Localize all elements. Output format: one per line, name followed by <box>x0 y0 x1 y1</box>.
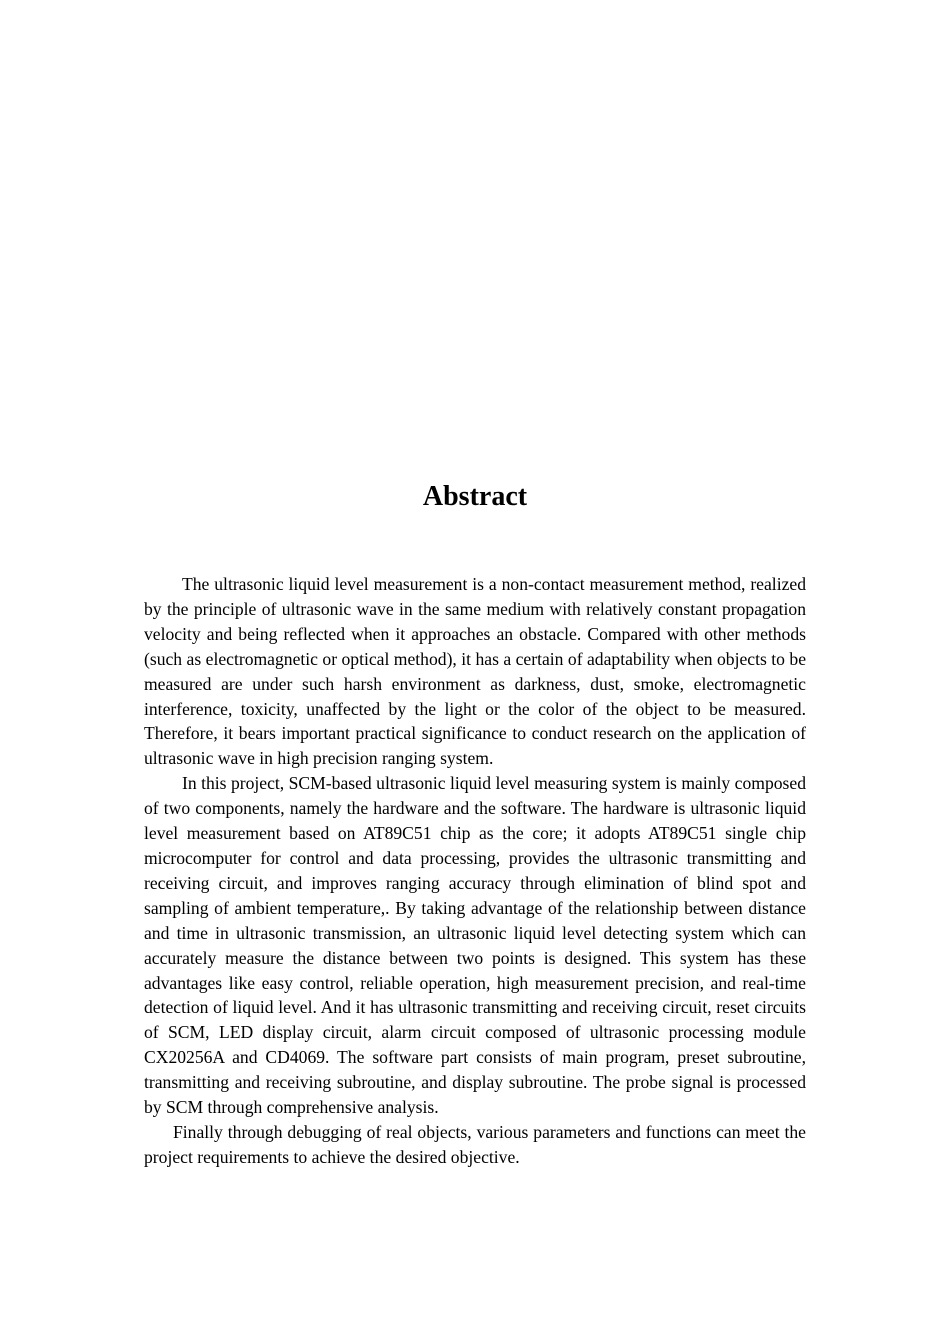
abstract-paragraph-3: Finally through debugging of real objects, various parameters and functions can meet the project requirements to achieve the desired objective. <box>144 1121 806 1167</box>
abstract-paragraph-1: The ultrasonic liquid level measurement is a non-contact measurement method, realized by the principle of ultrasonic wave in the same medium with relatively constant propagation velocity and being reflected when it approaches an obstacle. Compared with other methods (such as electromagnetic or optical method), it has a certain of adaptability when objects to be measured are under such harsh environment as darkness, dust, smoke, electromagnetic interference, toxicity, unaffected by the light or the color of the object to be measured. Therefore, it bears important practical significance to conduct research on the application of ultrasonic wave in high precision ranging system. <box>144 574 806 769</box>
abstract-paragraph-2: In this project, SCM-based ultrasonic liquid level measuring system is mainly composed of two components, namely the hardware and the software. The hardware is ultrasonic liquid level measurement based on AT89C51 chip as the core; it adopts AT89C51 single chip microcomputer for control and data processing, provides the ultrasonic transmitting and receiving circuit, and improves ranging accuracy through elimination of blind spot and sampling of ambient temperature,. By taking advantage of the relationship between distance and time in ultrasonic transmission, an ultrasonic liquid level detecting system which can accurately measure the distance between two points is designed. This system has these advantages like easy control, reliable operation, high measurement precision, and real-time detection of liquid level. And it has ultrasonic transmitting and receiving circuit, reset circuits of SCM, LED display circuit, alarm circuit composed of ultrasonic processing module CX20256A and CD4069. The software part consists of main program, preset subroutine, transmitting and receiving subroutine, and display subroutine. The probe signal is processed by SCM through comprehensive analysis. <box>144 773 806 1118</box>
abstract-heading: Abstract <box>422 481 528 512</box>
abstract-body <box>144 572 806 1170</box>
